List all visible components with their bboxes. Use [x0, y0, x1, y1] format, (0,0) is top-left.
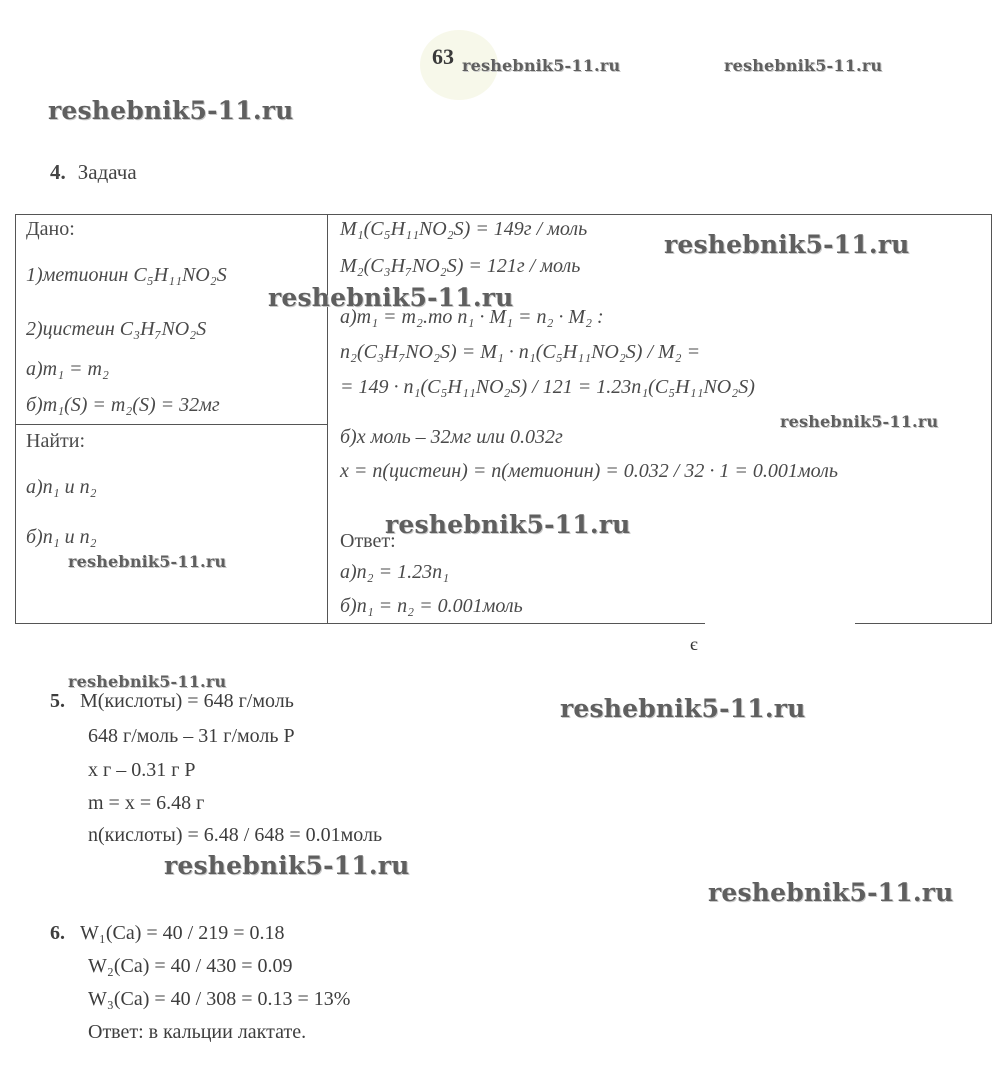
watermark: reshebnik5-11.ru: [462, 56, 621, 75]
task-6-text-1: W₁(Ca) = 40 / 219 = 0.18: [80, 922, 285, 944]
answer-b: б)n₁ = n₂ = 0.001моль: [340, 595, 523, 617]
task-5-line-1: [50, 690, 294, 713]
table-border-bottom-right: [855, 623, 992, 624]
solution-line-3: а)m₁ = m₂.то n₁ · M₁ = n₂ · M₂ :: [340, 306, 604, 328]
task-6-number: 6.: [50, 922, 65, 944]
table-border-bottom: [15, 623, 705, 624]
table-divider-given-find: [15, 424, 327, 425]
watermark: reshebnik5-11.ru: [780, 412, 939, 431]
task-5-text-1: M(кислоты) = 648 г/моль: [80, 690, 294, 712]
find-a: а)n₁ и n₂: [26, 476, 97, 498]
task-6-line-3: W₃(Ca) = 40 / 308 = 0.13 = 13%: [88, 988, 351, 1010]
watermark: reshebnik5-11.ru: [708, 878, 954, 907]
task-4-number: 4.: [50, 160, 66, 184]
task-6-line-4: Ответ: в кальции лактате.: [88, 1021, 307, 1043]
solution-line-6: б)x моль – 32мг или 0.032г: [340, 426, 563, 448]
watermark: reshebnik5-11.ru: [560, 694, 806, 723]
answer-label: Ответ:: [340, 530, 396, 552]
table-border-top: [15, 214, 992, 215]
table-divider-vertical: [327, 214, 328, 624]
watermark: reshebnik5-11.ru: [68, 672, 227, 691]
watermark: reshebnik5-11.ru: [164, 851, 410, 880]
page-number: 63: [432, 44, 454, 69]
task-5-line-3: x г – 0.31 г P: [88, 759, 196, 781]
task-5-line-2: 648 г/моль – 31 г/моль P: [88, 725, 295, 747]
find-label: Найти:: [26, 430, 86, 452]
task-5-line-4: m = x = 6.48 г: [88, 792, 205, 814]
given-label: Дано:: [26, 218, 75, 240]
task-6-line-1: [50, 922, 285, 945]
find-b: б)n₁ и n₂: [26, 526, 97, 548]
task-4-heading: [50, 160, 137, 185]
table-border-left: [15, 214, 16, 624]
solution-line-1: M₁(C₅H₁₁NO₂S) = 149г / моль: [340, 218, 588, 240]
table-border-right: [991, 214, 992, 624]
watermark: reshebnik5-11.ru: [268, 283, 514, 312]
watermark: reshebnik5-11.ru: [48, 96, 294, 125]
stray-mark: є: [690, 634, 698, 654]
watermark: reshebnik5-11.ru: [385, 510, 631, 539]
watermark: reshebnik5-11.ru: [664, 230, 910, 259]
task-6-line-2: W₂(Ca) = 40 / 430 = 0.09: [88, 955, 293, 977]
given-methionine: 1)метионин C₅H₁₁NO₂S: [26, 264, 227, 286]
given-cysteine: 2)цистеин C₃H₇NO₂S: [26, 318, 207, 340]
given-condition-b: б)m₁(S) = m₂(S) = 32мг: [26, 394, 220, 416]
task-4-title: Задача: [77, 160, 137, 184]
solution-line-4: n₂(C₃H₇NO₂S) = M₁ · n₁(C₅H₁₁NO₂S) / M₂ =: [340, 341, 701, 363]
watermark: reshebnik5-11.ru: [724, 56, 883, 75]
solution-line-7: x = n(цистеин) = n(метионин) = 0.032 / 32 · 1 = 0.001моль: [340, 460, 838, 482]
solution-line-5: = 149 · n₁(C₅H₁₁NO₂S) / 121 = 1.23n₁(C₅H₁₁NO₂S): [340, 376, 755, 398]
watermark: reshebnik5-11.ru: [68, 552, 227, 571]
solution-line-2: M₂(C₃H₇NO₂S) = 121г / моль: [340, 255, 581, 277]
task-5-number: 5.: [50, 690, 65, 712]
task-5-line-5: n(кислоты) = 6.48 / 648 = 0.01моль: [88, 824, 383, 846]
given-condition-a: а)m₁ = m₂: [26, 358, 109, 380]
answer-a: а)n₂ = 1.23n₁: [340, 561, 450, 583]
